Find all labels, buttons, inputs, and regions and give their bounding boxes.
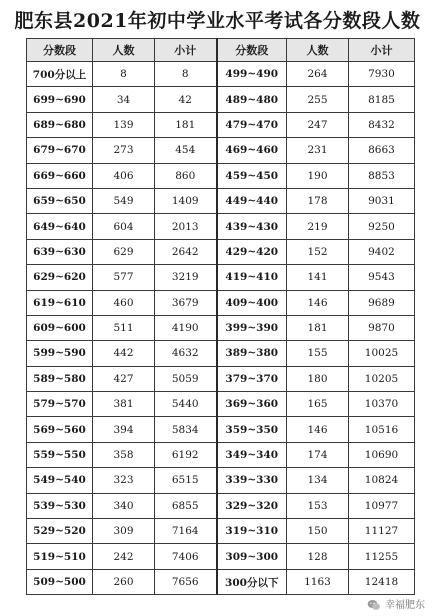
count-cell: 323 [93, 468, 155, 493]
table-row [27, 341, 415, 366]
score-range-cell: 619~610 [27, 290, 93, 315]
subtotal-cell: 9689 [349, 290, 415, 315]
score-range-cell: 519~510 [27, 544, 93, 569]
score-range-cell: 399~390 [217, 315, 287, 340]
subtotal-cell: 11127 [349, 519, 415, 544]
score-range-cell: 459~450 [217, 163, 287, 188]
score-range-cell: 319~310 [217, 519, 287, 544]
count-cell: 427 [93, 366, 155, 391]
count-cell: 255 [287, 87, 349, 112]
subtotal-cell: 5059 [155, 366, 217, 391]
subtotal-cell: 10977 [349, 493, 415, 518]
count-cell: 180 [287, 366, 349, 391]
subtotal-cell: 42 [155, 87, 217, 112]
score-range-cell: 449~440 [217, 188, 287, 213]
count-cell: 139 [93, 112, 155, 137]
table-row [27, 163, 415, 188]
score-table-container [26, 38, 414, 595]
subtotal-cell: 5440 [155, 392, 217, 417]
count-cell: 340 [93, 493, 155, 518]
subtotal-cell: 4632 [155, 341, 217, 366]
subtotal-cell: 3679 [155, 290, 217, 315]
count-cell: 260 [93, 569, 155, 594]
count-cell: 190 [287, 163, 349, 188]
score-range-cell: 649~640 [27, 214, 93, 239]
score-range-cell: 479~470 [217, 112, 287, 137]
count-cell: 247 [287, 112, 349, 137]
score-range-cell: 700分以上 [27, 62, 93, 87]
wechat-icon [367, 597, 381, 611]
score-range-cell: 300分以下 [217, 569, 287, 594]
score-range-cell: 389~380 [217, 341, 287, 366]
header-subtotal-right: 小计 [349, 39, 415, 62]
score-range-cell: 699~690 [27, 87, 93, 112]
score-range-cell: 329~320 [217, 493, 287, 518]
subtotal-cell: 6855 [155, 493, 217, 518]
score-distribution-table [26, 38, 415, 595]
count-cell: 8 [93, 62, 155, 87]
subtotal-cell: 454 [155, 138, 217, 163]
score-range-cell: 369~360 [217, 392, 287, 417]
count-cell: 146 [287, 290, 349, 315]
table-row [27, 62, 415, 87]
table-row [27, 265, 415, 290]
subtotal-cell: 2013 [155, 214, 217, 239]
count-cell: 165 [287, 392, 349, 417]
count-cell: 242 [93, 544, 155, 569]
table-row [27, 468, 415, 493]
subtotal-cell: 9031 [349, 188, 415, 213]
subtotal-cell: 3219 [155, 265, 217, 290]
subtotal-cell: 11255 [349, 544, 415, 569]
table-row [27, 87, 415, 112]
table-row [27, 569, 415, 594]
subtotal-cell: 10370 [349, 392, 415, 417]
score-range-cell: 639~630 [27, 239, 93, 264]
count-cell: 178 [287, 188, 349, 213]
header-score-range-right: 分数段 [217, 39, 287, 62]
subtotal-cell: 2642 [155, 239, 217, 264]
table-row [27, 544, 415, 569]
subtotal-cell: 10690 [349, 442, 415, 467]
table-row [27, 366, 415, 391]
table-row [27, 214, 415, 239]
subtotal-cell: 1409 [155, 188, 217, 213]
count-cell: 219 [287, 214, 349, 239]
watermark [363, 595, 429, 612]
subtotal-cell: 8185 [349, 87, 415, 112]
count-cell: 34 [93, 87, 155, 112]
score-range-cell: 689~680 [27, 112, 93, 137]
subtotal-cell: 7406 [155, 544, 217, 569]
table-row [27, 519, 415, 544]
score-range-cell: 349~340 [217, 442, 287, 467]
score-range-cell: 609~600 [27, 315, 93, 340]
subtotal-cell: 7656 [155, 569, 217, 594]
count-cell: 381 [93, 392, 155, 417]
count-cell: 141 [287, 265, 349, 290]
score-range-cell: 599~590 [27, 341, 93, 366]
table-row [27, 239, 415, 264]
subtotal-cell: 12418 [349, 569, 415, 594]
score-range-cell: 499~490 [217, 62, 287, 87]
header-row [27, 39, 415, 62]
table-row [27, 493, 415, 518]
count-cell: 577 [93, 265, 155, 290]
table-row [27, 188, 415, 213]
table-body [27, 62, 415, 595]
count-cell: 406 [93, 163, 155, 188]
table-row [27, 138, 415, 163]
header-count-right: 人数 [287, 39, 349, 62]
table-row [27, 315, 415, 340]
score-range-cell: 579~570 [27, 392, 93, 417]
score-range-cell: 379~370 [217, 366, 287, 391]
subtotal-cell: 8432 [349, 112, 415, 137]
count-cell: 231 [287, 138, 349, 163]
header-score-range-left: 分数段 [27, 39, 93, 62]
subtotal-cell: 8663 [349, 138, 415, 163]
count-cell: 394 [93, 417, 155, 442]
score-range-cell: 679~670 [27, 138, 93, 163]
subtotal-cell: 10824 [349, 468, 415, 493]
subtotal-cell: 6192 [155, 442, 217, 467]
subtotal-cell: 9250 [349, 214, 415, 239]
count-cell: 629 [93, 239, 155, 264]
score-range-cell: 309~300 [217, 544, 287, 569]
count-cell: 309 [93, 519, 155, 544]
count-cell: 128 [287, 544, 349, 569]
count-cell: 152 [287, 239, 349, 264]
table-row [27, 417, 415, 442]
subtotal-cell: 9543 [349, 265, 415, 290]
count-cell: 264 [287, 62, 349, 87]
count-cell: 150 [287, 519, 349, 544]
watermark-text: 幸福肥东 [385, 600, 425, 611]
score-range-cell: 549~540 [27, 468, 93, 493]
table-row [27, 392, 415, 417]
subtotal-cell: 6515 [155, 468, 217, 493]
count-cell: 358 [93, 442, 155, 467]
count-cell: 134 [287, 468, 349, 493]
count-cell: 174 [287, 442, 349, 467]
subtotal-cell: 7164 [155, 519, 217, 544]
score-range-cell: 509~500 [27, 569, 93, 594]
subtotal-cell: 8 [155, 62, 217, 87]
score-range-cell: 439~430 [217, 214, 287, 239]
count-cell: 181 [287, 315, 349, 340]
subtotal-cell: 5834 [155, 417, 217, 442]
score-range-cell: 659~650 [27, 188, 93, 213]
subtotal-cell: 9402 [349, 239, 415, 264]
subtotal-cell: 181 [155, 112, 217, 137]
count-cell: 273 [93, 138, 155, 163]
table-row [27, 442, 415, 467]
count-cell: 442 [93, 341, 155, 366]
score-range-cell: 559~550 [27, 442, 93, 467]
score-range-cell: 419~410 [217, 265, 287, 290]
count-cell: 153 [287, 493, 349, 518]
score-range-cell: 539~530 [27, 493, 93, 518]
score-range-cell: 629~620 [27, 265, 93, 290]
count-cell: 511 [93, 315, 155, 340]
score-range-cell: 429~420 [217, 239, 287, 264]
subtotal-cell: 4190 [155, 315, 217, 340]
header-subtotal-left: 小计 [155, 39, 217, 62]
table-row [27, 290, 415, 315]
table-title: 肥东县2021年初中学业水平考试各分数段人数 [14, 10, 421, 32]
header-count-left: 人数 [93, 39, 155, 62]
count-cell: 604 [93, 214, 155, 239]
score-range-cell: 409~400 [217, 290, 287, 315]
count-cell: 460 [93, 290, 155, 315]
score-range-cell: 569~560 [27, 417, 93, 442]
subtotal-cell: 10516 [349, 417, 415, 442]
score-range-cell: 469~460 [217, 138, 287, 163]
count-cell: 1163 [287, 569, 349, 594]
subtotal-cell: 8853 [349, 163, 415, 188]
subtotal-cell: 10205 [349, 366, 415, 391]
score-range-cell: 489~480 [217, 87, 287, 112]
count-cell: 155 [287, 341, 349, 366]
score-range-cell: 669~660 [27, 163, 93, 188]
subtotal-cell: 10025 [349, 341, 415, 366]
score-range-cell: 589~580 [27, 366, 93, 391]
score-range-cell: 339~330 [217, 468, 287, 493]
subtotal-cell: 9870 [349, 315, 415, 340]
subtotal-cell: 7930 [349, 62, 415, 87]
score-range-cell: 359~350 [217, 417, 287, 442]
count-cell: 146 [287, 417, 349, 442]
table-row [27, 112, 415, 137]
score-range-cell: 529~520 [27, 519, 93, 544]
count-cell: 549 [93, 188, 155, 213]
subtotal-cell: 860 [155, 163, 217, 188]
